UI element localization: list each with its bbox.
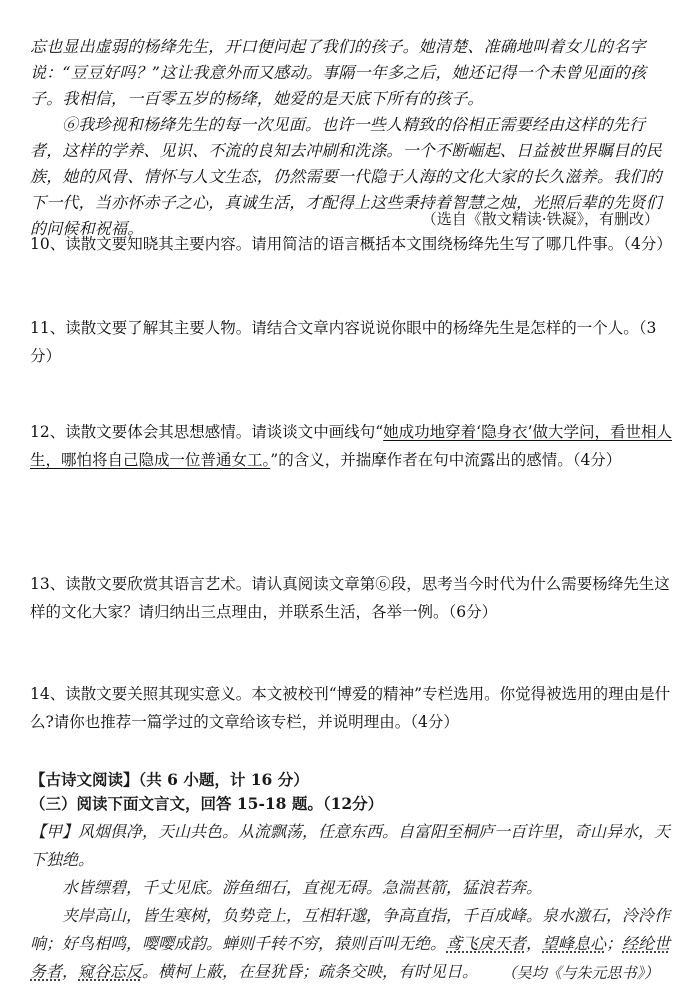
section-subtitle: （三）阅读下面文言文，回答 15-18 题。（12分） <box>30 794 384 813</box>
question-12 <box>30 418 672 474</box>
classical-text <box>30 818 678 986</box>
question-12-prefix: 12、读散文要体会其思想感情。请谈谈文中画线句“ <box>30 423 384 441</box>
question-10: 10、读散文要知晓其主要内容。请用简洁的语言概括本文围绕杨绛先生写了哪几件事。（4分） <box>30 235 672 253</box>
classical-p3-end: 。横柯上蔽，在昼犹昏；疏条交映，有时见日。 <box>142 962 479 981</box>
passage-source: （选自《散文精读·铁凝》，有删改） <box>421 210 659 228</box>
underlined-phrase-1: 鸢飞戾天者 <box>446 934 527 953</box>
section-title-classical: 【古诗文阅读】（共 6 小题，计 16 分） <box>30 770 309 789</box>
question-11: 11、读散文要了解其主要人物。请结合文章内容说说你眼中的杨绛先生是怎样的一个人。（3分） <box>30 319 657 365</box>
punct: ； <box>606 934 623 953</box>
underlined-phrase-2: 望峰息心 <box>542 934 607 953</box>
question-12-underlined-sentence: 她成功地穿着‘隐身衣’做大学问，看世相人生，哪怕将自己隐成一位普通女工。 <box>30 423 673 469</box>
question-14: 14、读散文要关照其现实意义。本文被校刊“博爱的精神”专栏选用。你觉得被选用的理由是什么?请你也推荐一篇学过的文章给该专栏，并说明理由。（4分） <box>30 685 671 731</box>
passage-paragraph-6: ⑥我珍视和杨绛先生的每一次见面。也许一些人精致的俗相正需要经由这样的先行者，这样的学养、见识、不流的良知去冲刷和洗涤。一个不断崛起、日益被世界瞩目的民族，她的风骨、情怀与人文生态，仍然需要一代隐于人海的文化大家的长久滋养。我们的下一代，当亦怀赤子之心，真诚生活，才配得上这些秉持着智慧之烛，光照后辈的先贤们的问候和祝福。 <box>30 115 662 238</box>
classical-paragraph-2: 水皆缥碧，千丈见底。游鱼细石，直视无碍。急湍甚箭，猛浪若奔。 <box>62 878 543 897</box>
punct: ， <box>526 934 543 953</box>
passage-paragraph-5-tail: 忘也显出虚弱的杨绛先生，开口便问起了我们的孩子。她清楚、准确地叫着女儿的名字说：“豆豆好吗？”这让我意外而又感动。事隔一年多之后，她还记得一个未曾见面的孩子。我相信，一百零五岁的杨绛，她爱的是天底下所有的孩子。 <box>30 37 647 108</box>
classical-p3-start: 夹岸高山，皆生寒树，负势竞上，互相轩邈，争高直指，千百成峰。泉水激石，泠泠作响；好鸟相鸣，嘤嘤成韵。蝉则千转不穷，猿则百叫无绝。 <box>30 906 671 953</box>
question-12-suffix: ”的含义，并揣摩作者在句中流露出的感情。（4分） <box>270 451 622 469</box>
classical-paragraph-1: 【甲】风烟俱净，天山共色。从流飘荡，任意东西。自富阳至桐庐一百许里，奇山异水，天下独绝。 <box>30 822 671 869</box>
underlined-phrase-4: 窥谷忘反 <box>78 962 143 981</box>
underlined-phrase-3: 经纶世务者 <box>30 934 671 981</box>
classical-source: （吴均《与朱元思书》） <box>501 964 659 982</box>
punct: ， <box>62 962 79 981</box>
question-13: 13、读散文要欣赏其语言艺术。请认真阅读文章第⑥段，思考当今时代为什么需要杨绛先生这样的文化大家？请归纳出三点理由，并联系生活，各举一例。（6分） <box>30 575 670 621</box>
